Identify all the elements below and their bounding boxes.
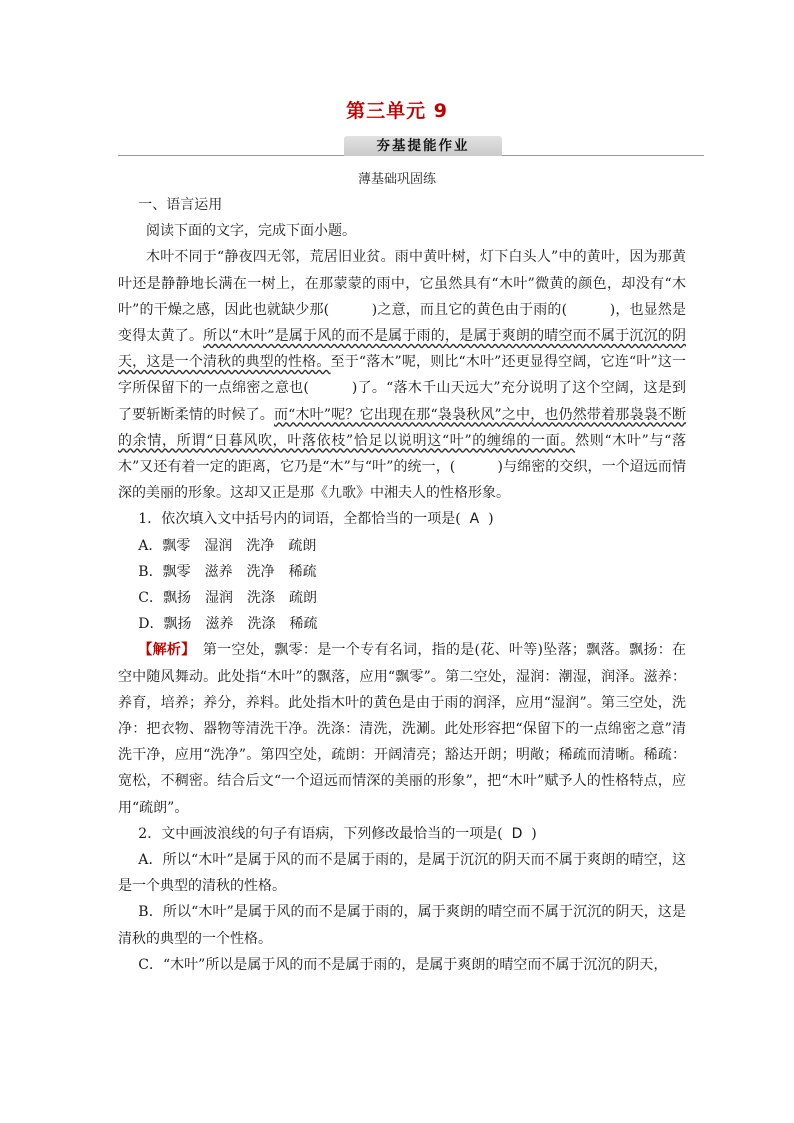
analysis-tag: 【解析】 [138, 642, 189, 659]
passage-paragraph [118, 244, 686, 506]
passage-text-1: 木叶不同于“静夜四无邻，荒居旧业贫。雨中黄叶树，灯下白头人”中的黄叶，因为那黄叶还是静静地长满在一树上，在那蒙蒙的雨中，它虽然具有“木叶”微黄的颜色，却没有“木叶”的干燥之感，因此也就缺少那( )之意，而且它的黄色由于雨的( )，也显然是变得太黄了。 [118, 249, 686, 345]
question-2-option-a: A．所以“木叶”是属于风的而不是属于雨的，是属于沉沉的阴天而不属于爽朗的晴空，这是一个典型的清秋的性格。 [118, 852, 686, 895]
analysis-paragraph [118, 637, 686, 820]
question-1-option-d: D．飘扬 滋养 洗涤 稀疏 [138, 616, 318, 633]
passage-text-2: 至于“落木”呢，则比“木叶”还更显得空阔，它连“叶”这一字所保留下的一点绵密之意也( )了。“落木千山天远大”充分说明了这个空阔，这是到了要斩断柔情的时候了。 [118, 354, 687, 423]
question-2-answer: D [511, 825, 523, 842]
question-1-answer: A [469, 511, 480, 528]
instruction: 阅读下面的文字，完成下面小题。 [146, 223, 356, 240]
question-2-stem: 2．文中画波浪线的句子有语病，下列修改最恰当的一项是( D ) [138, 825, 537, 842]
question-2-option-b: B．所以“木叶”是属于风的而不是属于雨的，属于爽朗的晴空而不属于沉沉的阴天，这是清秋的典型的一个性格。 [118, 904, 686, 947]
banner-label: 夯基提能作业 [344, 136, 502, 156]
question-1-option-c: C．飘扬 湿润 洗涤 疏朗 [138, 590, 318, 607]
subheading: 薄基础巩固练 [357, 172, 436, 187]
wavy-sentence-2: 而“木叶”呢？它出现在那“袅袅秋风”之中，也仍然带着那袅袅不断的余情，所谓“日暮风吹，叶落依枝”恰足以说明这“叶”的缠绵的一面。 [118, 406, 686, 449]
unit-title: 第三单元 9 [346, 100, 448, 122]
analysis-text: 第一空处，飘零：是一个专有名词，指的是(花、叶等)坠落；飘落。飘扬：在空中随风舞动。此处指“木叶”的飘落，应用“飘零”。第二空处，湿润：潮湿，润泽。滋养：养育，培养；养分，养料。此处指木叶的黄色是由于雨的润泽，应用“湿润”。第三空处，洗净：把衣物、器物等清洗干净。洗涤：清洗，洗涮。此处形容把“保留下的一点绵密之意”清洗干净，应用“洗净”。第四空处，疏朗：开阔清亮；豁达开朗；明敞；稀疏而清晰。稀疏：宽松，不稠密。结合后文“一个迢远而情深的美丽的形象”，把“木叶”赋予人的性格特点，应用“疏朗”。 [118, 642, 687, 816]
question-1-option-a: A．飘零 湿润 洗净 疏朗 [138, 537, 317, 554]
question-1-stem: 1．依次填入文中括号内的词语，全都恰当的一项是( A ) [138, 511, 494, 528]
wavy-sentence-1: 所以“木叶”是属于风的而不是属于雨的，是属于爽朗的晴空而不属于沉沉的阴天，这是一个清秋的典型的性格。 [118, 328, 687, 371]
question-1-option-b: B．飘零 滋养 洗净 稀疏 [138, 563, 317, 580]
question-2-option-c: C．“木叶”所以是属于风的而不是属于雨的，是属于爽朗的晴空而不属于沉沉的阴天， [138, 956, 668, 973]
passage-text-3: 然则“木叶”与“落木”又还有着一定的距离，它乃是“木”与“叶”的统一，( )与绵密的交织，一个迢远而情深的美丽的形象。这却又正是那《九歌》中湘夫人的性格形象。 [118, 432, 686, 502]
document-body [118, 192, 686, 978]
section-title: 一、语言运用 [138, 197, 223, 213]
banner [118, 136, 704, 158]
